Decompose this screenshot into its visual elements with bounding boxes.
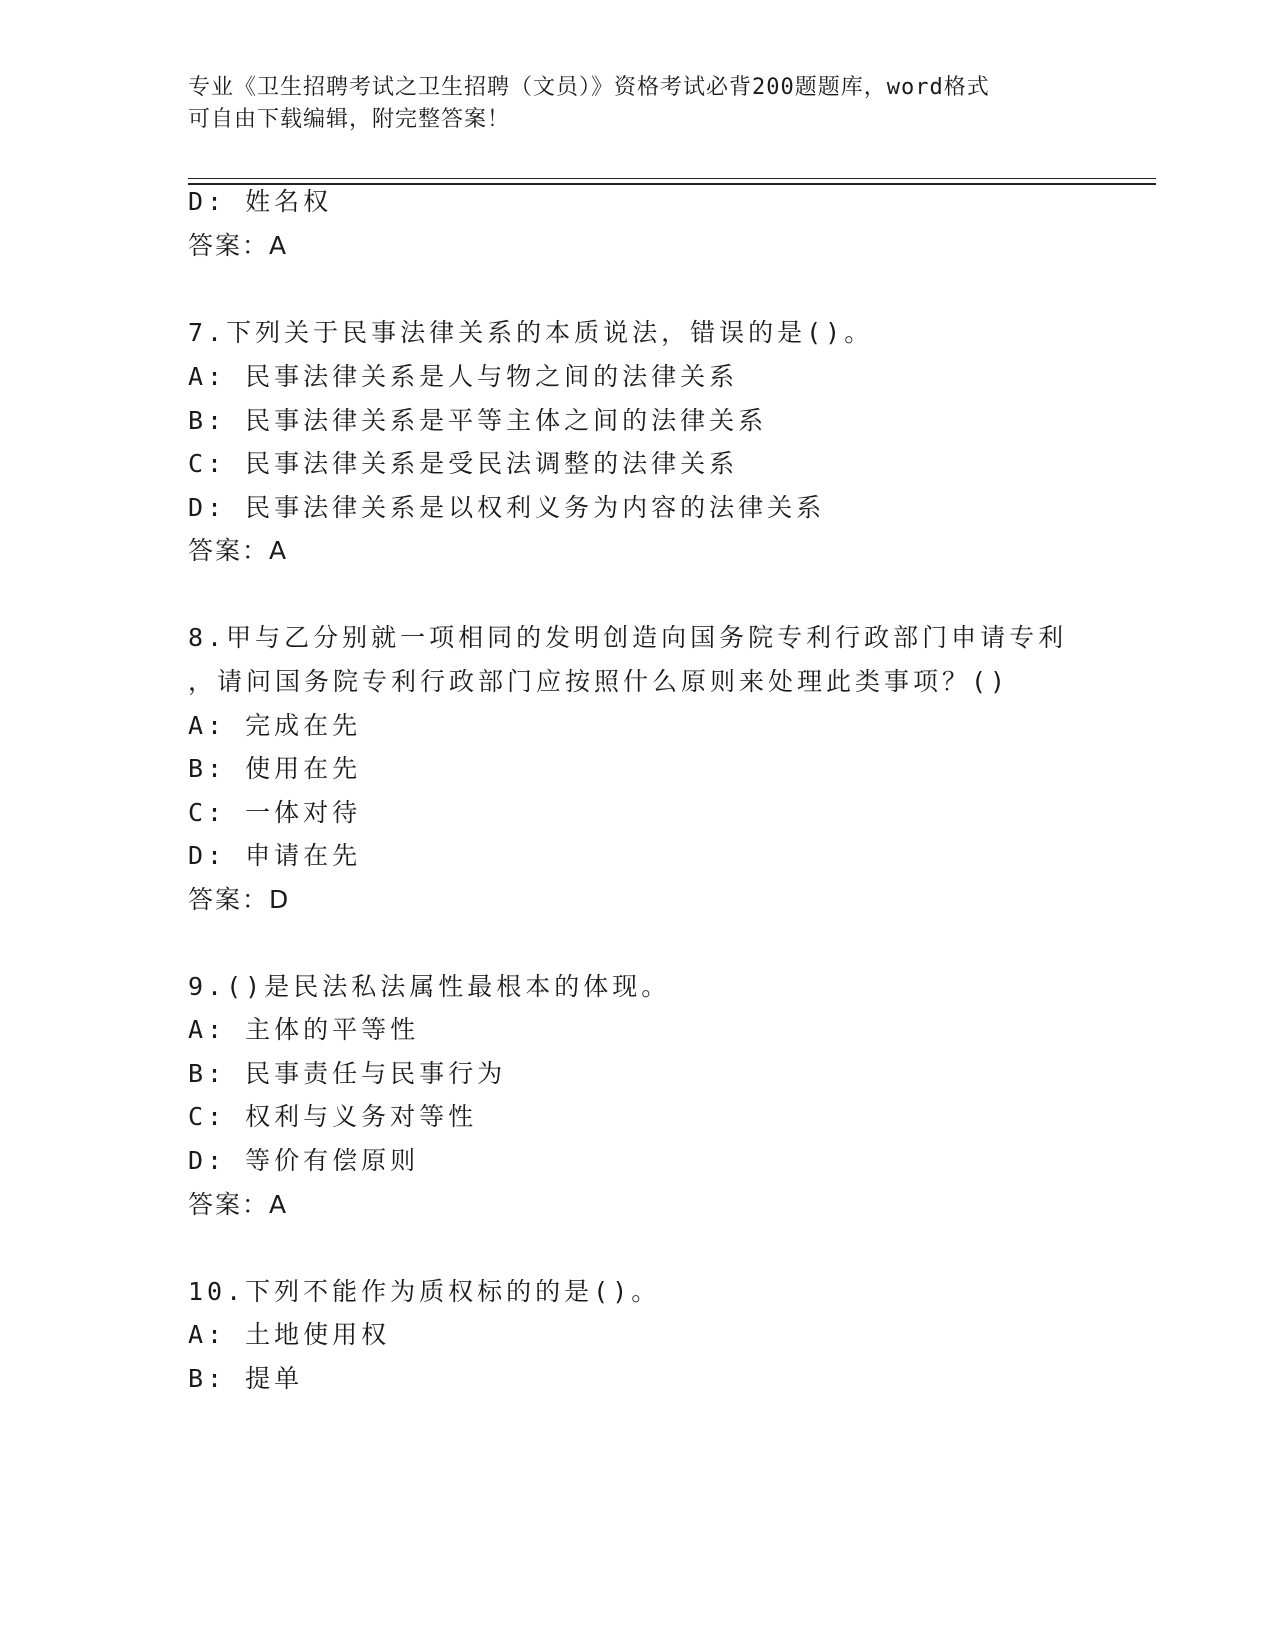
q7-option-a: A: 民事法律关系是人与物之间的法律关系 [188,362,739,391]
header-rule-bottom [188,183,1156,185]
q9-option-d: D: 等价有偿原则 [188,1146,420,1175]
q7-option-d: D: 民事法律关系是以权利义务为内容的法律关系 [188,493,826,522]
q7-answer: 答案：A [188,536,289,565]
prev-option-d: D: 姓名权 [188,187,333,216]
q7-option-c: C: 民事法律关系是受民法调整的法律关系 [188,449,739,478]
q9-option-a: A: 主体的平等性 [188,1015,420,1044]
q8-answer: 答案：D [188,885,291,914]
prev-answer: 答案：A [188,231,289,260]
q10-option-b: B: 提单 [188,1364,304,1393]
q8-option-d: D: 申请在先 [188,841,362,870]
document-header [188,72,1088,136]
q9-stem: 9.()是民法私法属性最根本的体现。 [188,972,671,1001]
q8-option-c: C: 一体对待 [188,798,362,827]
q8-stem-line-1: 8.甲与乙分别就一项相同的发明创造向国务院专利行政部门申请专利 [188,623,1068,652]
q9-answer: 答案：A [188,1190,289,1219]
header-line-2: 可自由下载编辑，附完整答案！ [188,107,511,132]
header-rule-top [188,178,1156,179]
q8-stem-line-2: ，请问国务院专利行政部门应按照什么原则来处理此类事项？() [188,667,1010,696]
q10-stem: 10.下列不能作为质权标的的是()。 [188,1277,661,1306]
q10-option-a: A: 土地使用权 [188,1320,391,1349]
q9-option-c: C: 权利与义务对等性 [188,1102,478,1131]
q7-option-b: B: 民事法律关系是平等主体之间的法律关系 [188,406,768,435]
q8-option-a: A: 完成在先 [188,711,362,740]
q7-stem: 7.下列关于民事法律关系的本质说法，错误的是()。 [188,318,874,347]
q8-option-b: B: 使用在先 [188,754,362,783]
q9-option-b: B: 民事责任与民事行为 [188,1059,507,1088]
header-line-1: 专业《卫生招聘考试之卫生招聘（文员）》资格考试必背200题题库，word格式 [188,75,990,100]
